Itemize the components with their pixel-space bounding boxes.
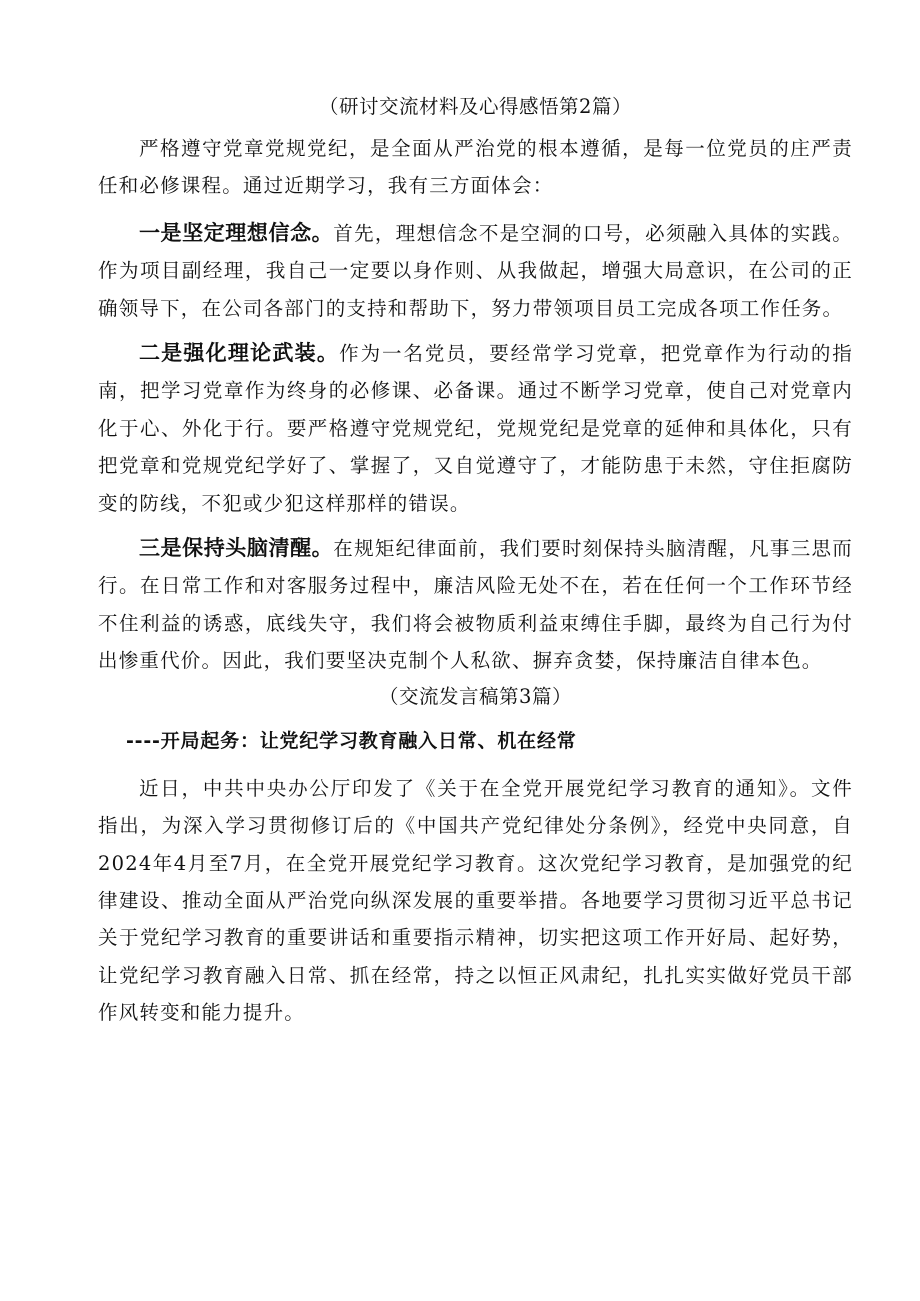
article-2-title: （交流发言稿第3篇） — [379, 684, 572, 708]
point-2-heading: 二是强化理论武装。 — [138, 341, 340, 366]
point-2-body: 作为一名党员，要经常学习党章，把党章作为行动的指南，把学习党章作为终身的必修课、必备课。通过不断学习党章，使自己对党章内化于心、外化于行。要严格遵守党规党纪，党规党纪是党章的延伸和具体化，只有把党章和党规党纪学好了、掌握了，又自觉遵守了，才能防患于未然，守住拒腐防变的防线，不犯或少犯这样那样的错误。 — [98, 342, 853, 515]
article-1-intro: 严格遵守党章党规党纪，是全面从严治党的根本遵循，是每一位党员的庄严责任和必修课程。通过近期学习，我有三方面体会： — [98, 137, 853, 198]
article-2-body: 近日，中共中央办公厅印发了《关于在全党开展党纪学习教育的通知》。文件指出，为深入学习贯彻修订后的《中国共产党纪律处分条例》，经党中央同意，自2024年4月至7月，在全党开展党纪学习教育。这次党纪学习教育，是加强党的纪律建设、推动全面从严治党向纵深发展的重要举措。各地要学习贯彻习近平总书记关于党纪学习教育的重要讲话和重要指示精神，切实把这项工作开好局、起好势，让党纪学习教育融入日常、抓在经常，持之以恒正风肃纪，扎扎实实做好党员干部作风转变和能力提升。 — [98, 776, 853, 1025]
article-1-point-3 — [98, 530, 853, 680]
article-1-point-2 — [98, 335, 853, 522]
article-1-point-1 — [98, 215, 853, 327]
point-3-heading: 三是保持头脑清醒。 — [138, 536, 334, 561]
article-2-subtitle: ----开局起务：让党纪学习教育融入日常、机在经常 — [126, 729, 577, 752]
document-content — [98, 92, 853, 1032]
point-1-heading: 一是坚定理想信念。 — [138, 220, 334, 245]
point-1-body: 首先，理想信念不是空洞的口号，必须融入具体的实践。作为项目副经理，我自己一定要以身作则、从我做起，增强大局意识，在公司的正确领导下，在公司各部门的支持和帮助下，努力带领项目员工完成各项工作任务。 — [98, 221, 853, 320]
point-3-body: 在规矩纪律面前，我们要时刻保持头脑清醒，凡事三思而行。在日常工作和对客服务过程中，廉洁风险无处不在，若在任何一个工作环节经不住利益的诱惑，底线失守，我们将会被物质利益束缚住手脚，最终为自己行为付出惨重代价。因此，我们要坚决克制个人私欲、摒弃贪婪，保持廉洁自律本色。 — [98, 537, 853, 673]
article-1-title: （研讨交流材料及心得感悟第2篇） — [319, 95, 632, 118]
